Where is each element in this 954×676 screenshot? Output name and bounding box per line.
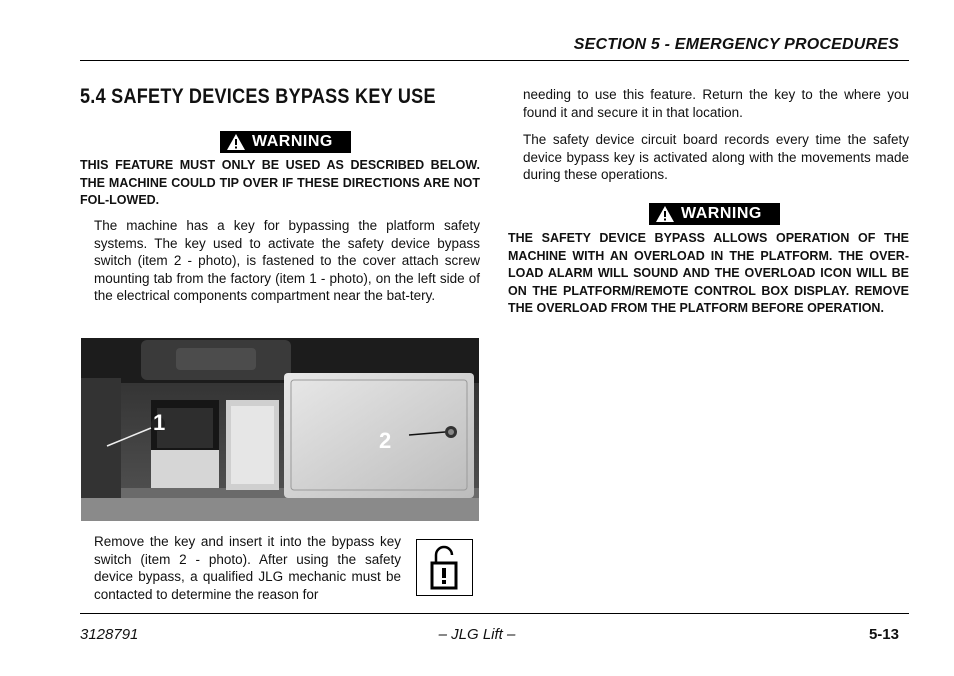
warning-triangle-icon bbox=[655, 205, 675, 223]
warning-banner bbox=[649, 203, 780, 225]
section-header: SECTION 5 - EMERGENCY PROCEDURES bbox=[573, 36, 899, 53]
electrical-compartment-photo bbox=[81, 338, 479, 521]
photo-callout-2: 2 bbox=[379, 428, 392, 453]
warning-label: WARNING bbox=[252, 133, 333, 150]
body-paragraph: needing to use this feature. Return the key to the where you found it and secure it in that location. bbox=[523, 87, 909, 120]
section-title: 5.4 SAFETY DEVICES BYPASS KEY USE bbox=[80, 85, 436, 108]
footer-publisher: – JLG Lift – bbox=[438, 626, 516, 643]
warning-triangle-icon bbox=[226, 133, 246, 151]
bypass-key-icon bbox=[416, 539, 473, 596]
footer-rule bbox=[80, 613, 909, 614]
warning-label: WARNING bbox=[681, 205, 762, 222]
doc-number: 3128791 bbox=[80, 626, 139, 643]
body-paragraph: Remove the key and insert it into the bypass key switch (item 2 - photo). After using the safety device bypass, a qualified JLG mechanic must be contacted to determine the reason for bbox=[94, 534, 401, 602]
header-rule bbox=[80, 60, 909, 61]
body-paragraph: The machine has a key for bypassing the platform safety systems. The key used to activate the safety device bypass switch (item 2 - photo), is fastened to the cover attach screw mounting tab from the factory (item 1 - photo), on the left side of the electrical components compartment near the bat-tery. bbox=[94, 218, 480, 303]
photo-callout-1: 1 bbox=[153, 410, 166, 435]
warning-banner bbox=[220, 131, 351, 153]
warning-text: THE SAFETY DEVICE BYPASS ALLOWS OPERATION OF THE MACHINE WITH AN OVERLOAD IN THE PLATFORM. THE OVER-LOAD ALARM WILL SOUND AND THE OVERLOAD ICON WILL BE ON THE PLATFORM/REMOTE CONTROL BOX DISPLAY. REMOVE THE OVERLOAD FROM THE PLATFORM BEFORE OPERATION. bbox=[508, 231, 909, 315]
page-number: 5-13 bbox=[868, 626, 899, 643]
warning-text: THIS FEATURE MUST ONLY BE USED AS DESCRIBED BELOW. THE MACHINE COULD TIP OVER IF THESE DIRECTIONS ARE NOT FOL-LOWED. bbox=[80, 158, 480, 207]
body-paragraph: The safety device circuit board records every time the safety device bypass key is activated along with the movements made during these operations. bbox=[523, 132, 909, 182]
